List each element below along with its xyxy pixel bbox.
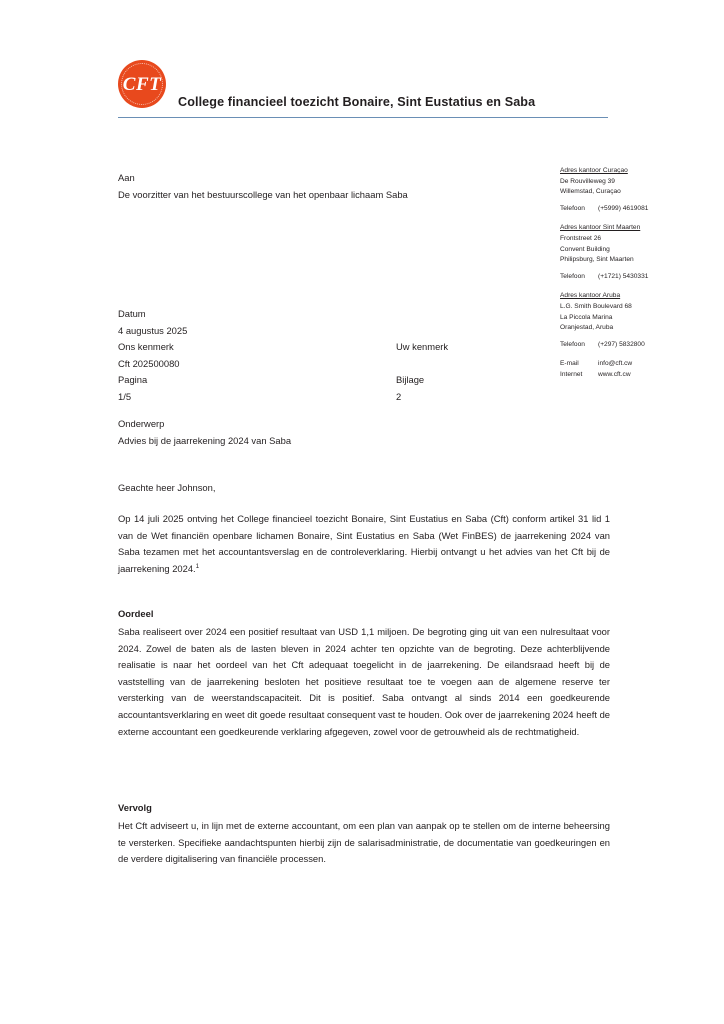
meta-row: [118, 306, 610, 323]
address-heading: Adres kantoor Sint Maarten: [560, 224, 641, 232]
meta-row: [118, 356, 610, 373]
meta-row: [118, 389, 610, 406]
meta-row: [118, 323, 610, 340]
pagina-value: 1/5: [118, 390, 132, 402]
letterhead: [0, 0, 724, 130]
bijlage-value: 2: [396, 390, 402, 402]
footnote-marker: 1: [195, 562, 200, 570]
phone-value: (+5999) 4619081: [598, 204, 649, 212]
meta-row: [118, 339, 610, 356]
phone-label: Telefoon: [560, 272, 585, 280]
header-divider: [118, 117, 608, 118]
phone-label: Telefoon: [560, 340, 585, 348]
website-label: Internet: [560, 370, 583, 378]
address-group-sint-maarten: [560, 223, 700, 282]
email-label: E-mail: [560, 360, 579, 368]
meta-row: [118, 372, 610, 389]
addressee-recipient: De voorzitter van het bestuurscollege van het openbaar lichaam Saba: [118, 189, 408, 200]
address-line: Frontstreet 26: [560, 234, 602, 242]
bijlage-label: Bijlage: [396, 374, 425, 386]
section-body-vervolg: Het Cft adviseert u, in lijn met de externe accountant, om een plan van aanpak op te stellen om de interne beheersing te versterken. Specifieke aandachtspunten hierbij zijn de salarisadministratie, de documentatie van goedkeuringen en de verdere digitalisering van financiële processen.: [118, 820, 610, 865]
address-line: Philipsburg, Sint Maarten: [560, 256, 634, 264]
phone-value: (+1721) 5430331: [598, 272, 649, 280]
section-heading-vervolg: Vervolg: [118, 802, 152, 813]
address-line: L.G. Smith Boulevard 68: [560, 302, 632, 310]
intro-text: Op 14 juli 2025 ontving het College financieel toezicht Bonaire, Sint Eustatius en Saba (Cft) conform artikel 31 lid 1 van de Wet financiën openbare lichamen Bonaire, Sint Eustatius en Saba (Wet FinBES) de jaarrekening 2024 van Saba tezamen met het accountantsverslag en de controleverklaring. Hierbij ontvangt u het advies van het Cft bij de jaarrekening 2024.: [118, 513, 610, 574]
address-line: La Piccola Marina: [560, 313, 613, 321]
salutation: Geachte heer Johnson,: [118, 482, 216, 493]
addressee-label: Aan: [118, 172, 135, 183]
datum-label: Datum: [118, 308, 146, 319]
organization-title: College financieel toezicht Bonaire, Sint Eustatius en Saba: [178, 95, 536, 109]
pagina-label: Pagina: [118, 374, 148, 386]
address-heading: Adres kantoor Aruba: [560, 292, 621, 300]
address-phone: [560, 272, 700, 283]
datum-value: 4 augustus 2025: [118, 324, 188, 336]
address-group-curacao: [560, 166, 700, 214]
address-line: Oranjestad, Aruba: [560, 324, 614, 332]
address-line: Convent Building: [560, 245, 610, 253]
address-line: De Rouvilleweg 39: [560, 177, 615, 185]
phone-value: (+297) 5832800: [598, 340, 645, 348]
ons-kenmerk-label: Ons kenmerk: [118, 341, 174, 353]
section-heading-oordeel: Oordeel: [118, 608, 154, 619]
section-body-oordeel: Saba realiseert over 2024 een positief resultaat van USD 1,1 miljoen. De begroting ging uit van een nulresultaat voor 2024. Zowel de baten als de lasten bleven in 2024 achter ten opzichte van de begroting. Deze achterblijvende realisatie is naar het oordeel van het Cft adequaat toegelicht in de jaarrekening. De eilandsraad heeft bij de vaststelling van de jaarrekening besloten het positieve resultaat toe te voegen aan de algemene reserve ter versterking van de weerstandscapaciteit. Dit is positief. Saba ontvangt al sinds 2014 een goedkeurende accountantsverklaring en weet dit goede resultaat consequent vast te houden. Ook over de jaarrekening 2024 heeft de externe accountant een goedkeurende verklaring afgegeven, zowel voor de getrouwheid als de rechtmatigheid.: [118, 626, 610, 737]
website-value[interactable]: www.cft.cw: [598, 370, 631, 378]
logo-label: CFT: [122, 74, 162, 95]
address-heading: Adres kantoor Curaçao: [560, 167, 628, 174]
phone-label: Telefoon: [560, 204, 585, 212]
uw-kenmerk-label: Uw kenmerk: [396, 341, 449, 353]
email-value[interactable]: info@cft.cw: [598, 360, 633, 368]
letter-meta-block: [118, 306, 610, 406]
subject-label: Onderwerp: [118, 418, 165, 429]
cft-logo-icon: [118, 60, 166, 108]
intro-paragraph: [118, 511, 610, 577]
address-line: Willemstad, Curaçao: [560, 188, 621, 196]
subject-value: Advies bij de jaarrekening 2024 van Saba: [118, 435, 292, 446]
ons-kenmerk-value: Cft 202500080: [118, 357, 180, 369]
address-phone: [560, 204, 700, 215]
